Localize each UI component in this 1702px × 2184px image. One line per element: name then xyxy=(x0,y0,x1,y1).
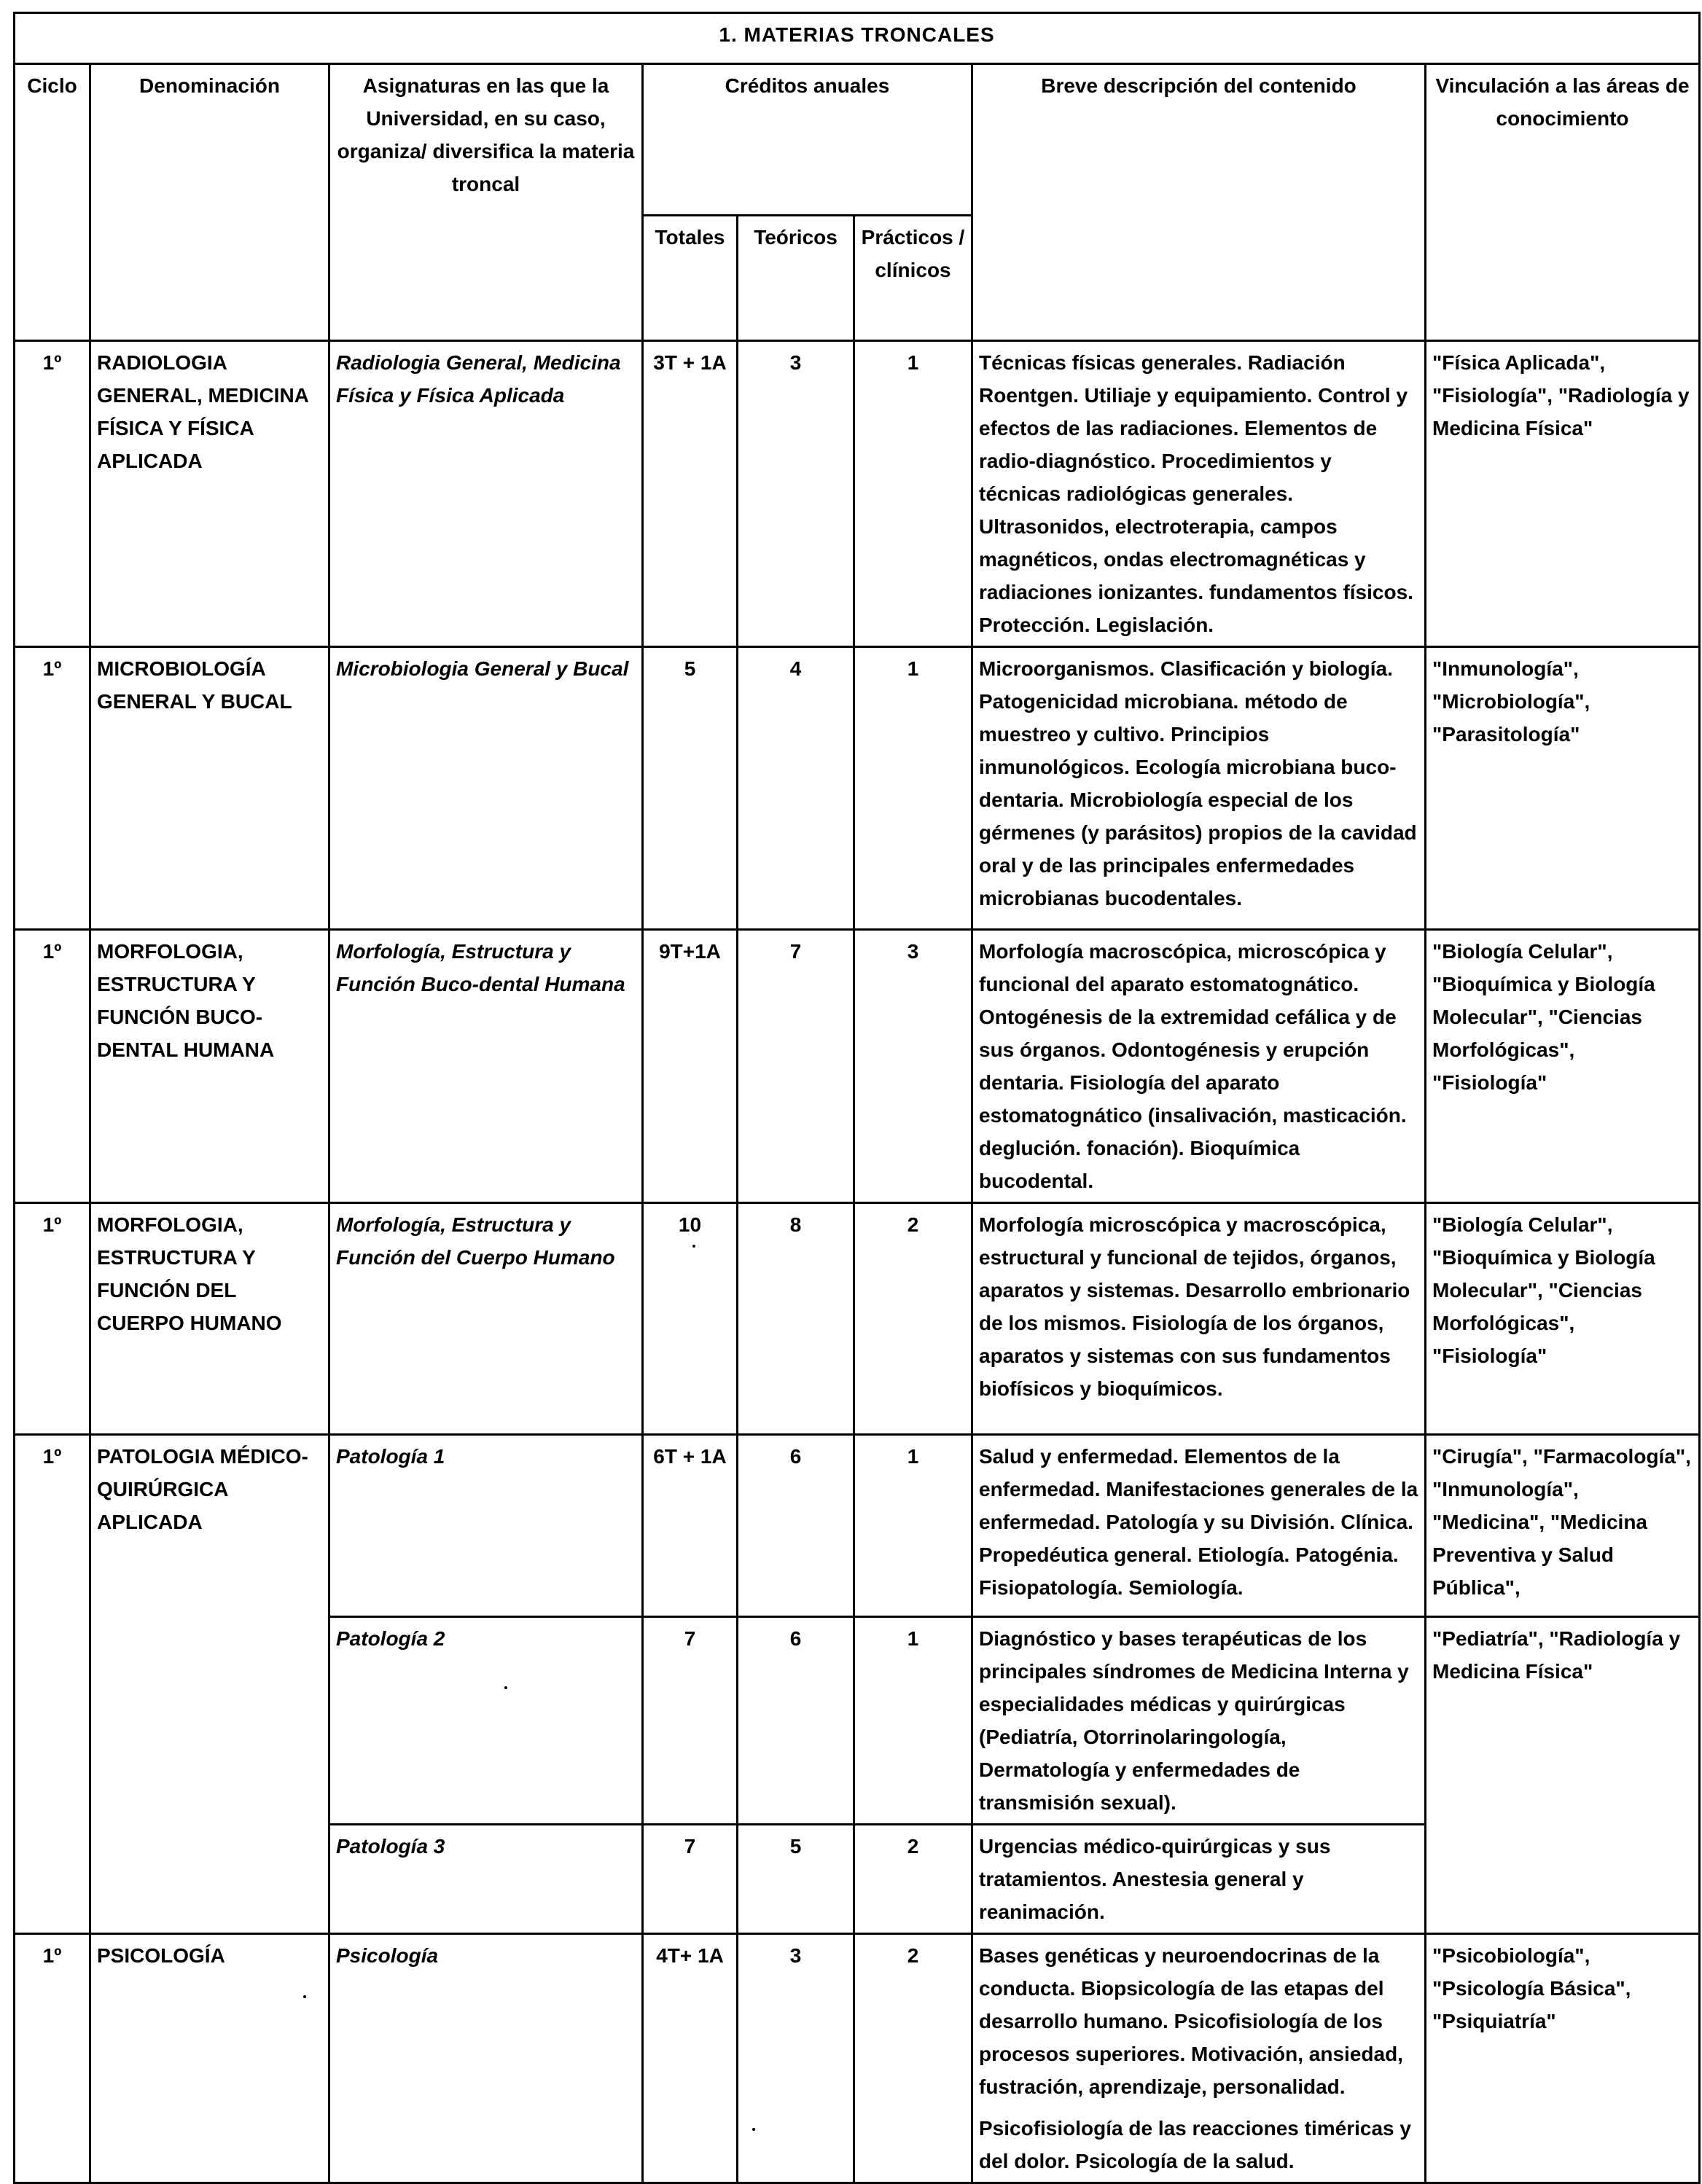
ciclo-cell: 1º xyxy=(15,1934,90,2183)
vinculacion-cell: "Inmunología", "Microbiología", "Parasitología" xyxy=(1426,647,1700,930)
asignatura-cell: Morfología, Estructura y Función del Cuerpo Humano xyxy=(329,1203,643,1435)
asignatura-cell: Radiologia General, Medicina Física y Física Aplicada xyxy=(329,341,643,647)
vinculacion-cell: "Pediatría", "Radiología y Medicina Física" xyxy=(1426,1617,1700,1934)
practicos-cell: 1 xyxy=(854,647,972,930)
ciclo-cell: 1º xyxy=(15,1203,90,1435)
descripcion-cell: Morfología macroscópica, microscópica y funcional del aparato estomatognático. Ontogénesis de la extremidad cefálica y de sus órganos. Odontogénesis y erupción dentaria. Fisiología del aparato estomatognático (insalivación, masticación. deglución. fonación). Bioquímica bucodental. xyxy=(972,930,1426,1203)
scan-speck xyxy=(303,1995,306,1998)
denominacion-cell: RADIOLOGIA GENERAL, MEDICINA FÍSICA Y FÍSICA APLICADA xyxy=(90,341,329,647)
totales-cell: 7 xyxy=(643,1825,738,1934)
descripcion-paragraph: Psicofisiología de las reacciones timéricas y del dolor. Psicología de la salud. xyxy=(979,2117,1411,2172)
descripcion-cell: Salud y enfermedad. Elementos de la enfermedad. Manifestaciones generales de la enfermedad. Patología y su División. Clínica. Propedéutica general. Etiología. Patogénia. Fisiopatología. Semiología. xyxy=(972,1435,1426,1617)
teoricos-cell: 3 xyxy=(738,341,854,647)
header-descripcion: Breve descripción del contenido xyxy=(972,64,1426,341)
table-title: 1. MATERIAS TRONCALES xyxy=(15,13,1700,64)
vinculacion-cell: "Cirugía", "Farmacología", "Inmunología", "Medicina", "Medicina Preventiva y Salud Pública", xyxy=(1426,1435,1700,1617)
table-row xyxy=(15,647,1700,930)
descripcion-cell: Microorganismos. Clasificación y biología. Patogenicidad microbiana. método de muestreo y cultivo. Principios inmunológicos. Ecología microbiana buco-dentaria. Microbiología especial de los gérmenes (y parásitos) propios de la cavidad oral y de las principales enfermedades microbianas bucodentales. xyxy=(972,647,1426,930)
practicos-cell: 2 xyxy=(854,1203,972,1435)
teoricos-cell: 7 xyxy=(738,930,854,1203)
teoricos-cell: 5 xyxy=(738,1825,854,1934)
header-practicos: Prácticos / clínicos xyxy=(854,216,972,341)
header-vinculacion: Vinculación a las áreas de conocimiento xyxy=(1426,64,1700,341)
denominacion-cell: MORFOLOGIA, ESTRUCTURA Y FUNCIÓN DEL CUERPO HUMANO xyxy=(90,1203,329,1435)
totales-cell: 7 xyxy=(643,1617,738,1825)
ciclo-cell: 1º xyxy=(15,1435,90,1934)
descripcion-cell xyxy=(972,1934,1426,2183)
asignatura-cell: Patología 2 xyxy=(329,1617,643,1825)
asignatura-cell: Microbiologia General y Bucal xyxy=(329,647,643,930)
scan-speck xyxy=(692,1245,695,1248)
vinculacion-cell: "Biología Celular", "Bioquímica y Biología Molecular", "Ciencias Morfológicas", "Fisiología" xyxy=(1426,1203,1700,1435)
table-row xyxy=(15,1435,1700,1617)
descripcion-paragraph: Bases genéticas y neuroendocrinas de la conducta. Biopsicología de las etapas del desarrollo humano. Psicofisiología de los procesos superiores. Motivación, ansiedad, fustración, aprendizaje, personalidad. xyxy=(979,1944,1403,2098)
denominacion-cell: MORFOLOGIA, ESTRUCTURA Y FUNCIÓN BUCO-DENTAL HUMANA xyxy=(90,930,329,1203)
table-row xyxy=(15,341,1700,647)
table-row xyxy=(15,1203,1700,1435)
descripcion-cell: Diagnóstico y bases terapéuticas de los principales síndromes de Medicina Interna y especialidades médicas y quirúrgicas (Pediatría, Otorrinolaringología, Dermatología y enfermedades de transmisión sexual). xyxy=(972,1617,1426,1825)
denominacion-cell: PSICOLOGÍA xyxy=(90,1934,329,2183)
teoricos-cell: 4 xyxy=(738,647,854,930)
totales-cell: 10 xyxy=(643,1203,738,1435)
practicos-cell: 2 xyxy=(854,1934,972,2183)
descripcion-cell: Morfología microscópica y macroscópica, estructural y funcional de tejidos, órganos, aparatos y sistemas. Desarrollo embrionario de los mismos. Fisiología de los órganos, aparatos y sistemas con sus fundamentos biofísicos y bioquímicos. xyxy=(972,1203,1426,1435)
scan-speck xyxy=(504,1686,507,1689)
table-row xyxy=(15,1934,1700,2183)
teoricos-cell: 3 xyxy=(738,1934,854,2183)
asignatura-cell: Morfología, Estructura y Función Buco-dental Humana xyxy=(329,930,643,1203)
teoricos-cell: 6 xyxy=(738,1435,854,1617)
teoricos-cell: 8 xyxy=(738,1203,854,1435)
ciclo-cell: 1º xyxy=(15,647,90,930)
materias-troncales-table xyxy=(13,12,1701,2184)
practicos-cell: 1 xyxy=(854,341,972,647)
descripcion-cell: Técnicas físicas generales. Radiación Roentgen. Utiliaje y equipamiento. Control y efectos de las radiaciones. Elementos de radio-diagnóstico. Procedimientos y técnicas radiológicas generales. Ultrasonidos, electroterapia, campos magnéticos, ondas electromagnéticas y radiaciones ionizantes. fundamentos físicos. Protección. Legislación. xyxy=(972,341,1426,647)
totales-cell: 3T + 1A xyxy=(643,341,738,647)
ciclo-cell: 1º xyxy=(15,930,90,1203)
asignatura-cell: Patología 3 xyxy=(329,1825,643,1934)
header-asignaturas: Asignaturas en las que la Universidad, en su caso, organiza/ diversifica la materia troncal xyxy=(329,64,643,341)
descripcion-cell: Urgencias médico-quirúrgicas y sus tratamientos. Anestesia general y reanimación. xyxy=(972,1825,1426,1934)
header-totales: Totales xyxy=(643,216,738,341)
header-creditos-anuales: Créditos anuales xyxy=(643,64,972,216)
denominacion-cell: MICROBIOLOGÍA GENERAL Y BUCAL xyxy=(90,647,329,930)
totales-cell: 9T+1A xyxy=(643,930,738,1203)
header-denominacion: Denominación xyxy=(90,64,329,341)
asignatura-cell: Patología 1 xyxy=(329,1435,643,1617)
teoricos-cell: 6 xyxy=(738,1617,854,1825)
vinculacion-cell: "Física Aplicada", "Fisiología", "Radiología y Medicina Física" xyxy=(1426,341,1700,647)
vinculacion-cell: "Biología Celular", "Bioquímica y Biología Molecular", "Ciencias Morfológicas", "Fisiología" xyxy=(1426,930,1700,1203)
practicos-cell: 3 xyxy=(854,930,972,1203)
totales-cell: 4T+ 1A xyxy=(643,1934,738,2183)
asignatura-cell: Psicología xyxy=(329,1934,643,2183)
vinculacion-cell: "Psicobiología", "Psicología Básica", "Psiquiatría" xyxy=(1426,1934,1700,2183)
totales-cell: 5 xyxy=(643,647,738,930)
scan-speck xyxy=(752,2128,755,2131)
totales-cell: 6T + 1A xyxy=(643,1435,738,1617)
practicos-cell: 1 xyxy=(854,1617,972,1825)
practicos-cell: 1 xyxy=(854,1435,972,1617)
ciclo-cell: 1º xyxy=(15,341,90,647)
header-ciclo: Ciclo xyxy=(15,64,90,341)
practicos-cell: 2 xyxy=(854,1825,972,1934)
table-row xyxy=(15,930,1700,1203)
denominacion-cell: PATOLOGIA MÉDICO-QUIRÚRGICA APLICADA xyxy=(90,1435,329,1934)
header-teoricos: Teóricos xyxy=(738,216,854,341)
